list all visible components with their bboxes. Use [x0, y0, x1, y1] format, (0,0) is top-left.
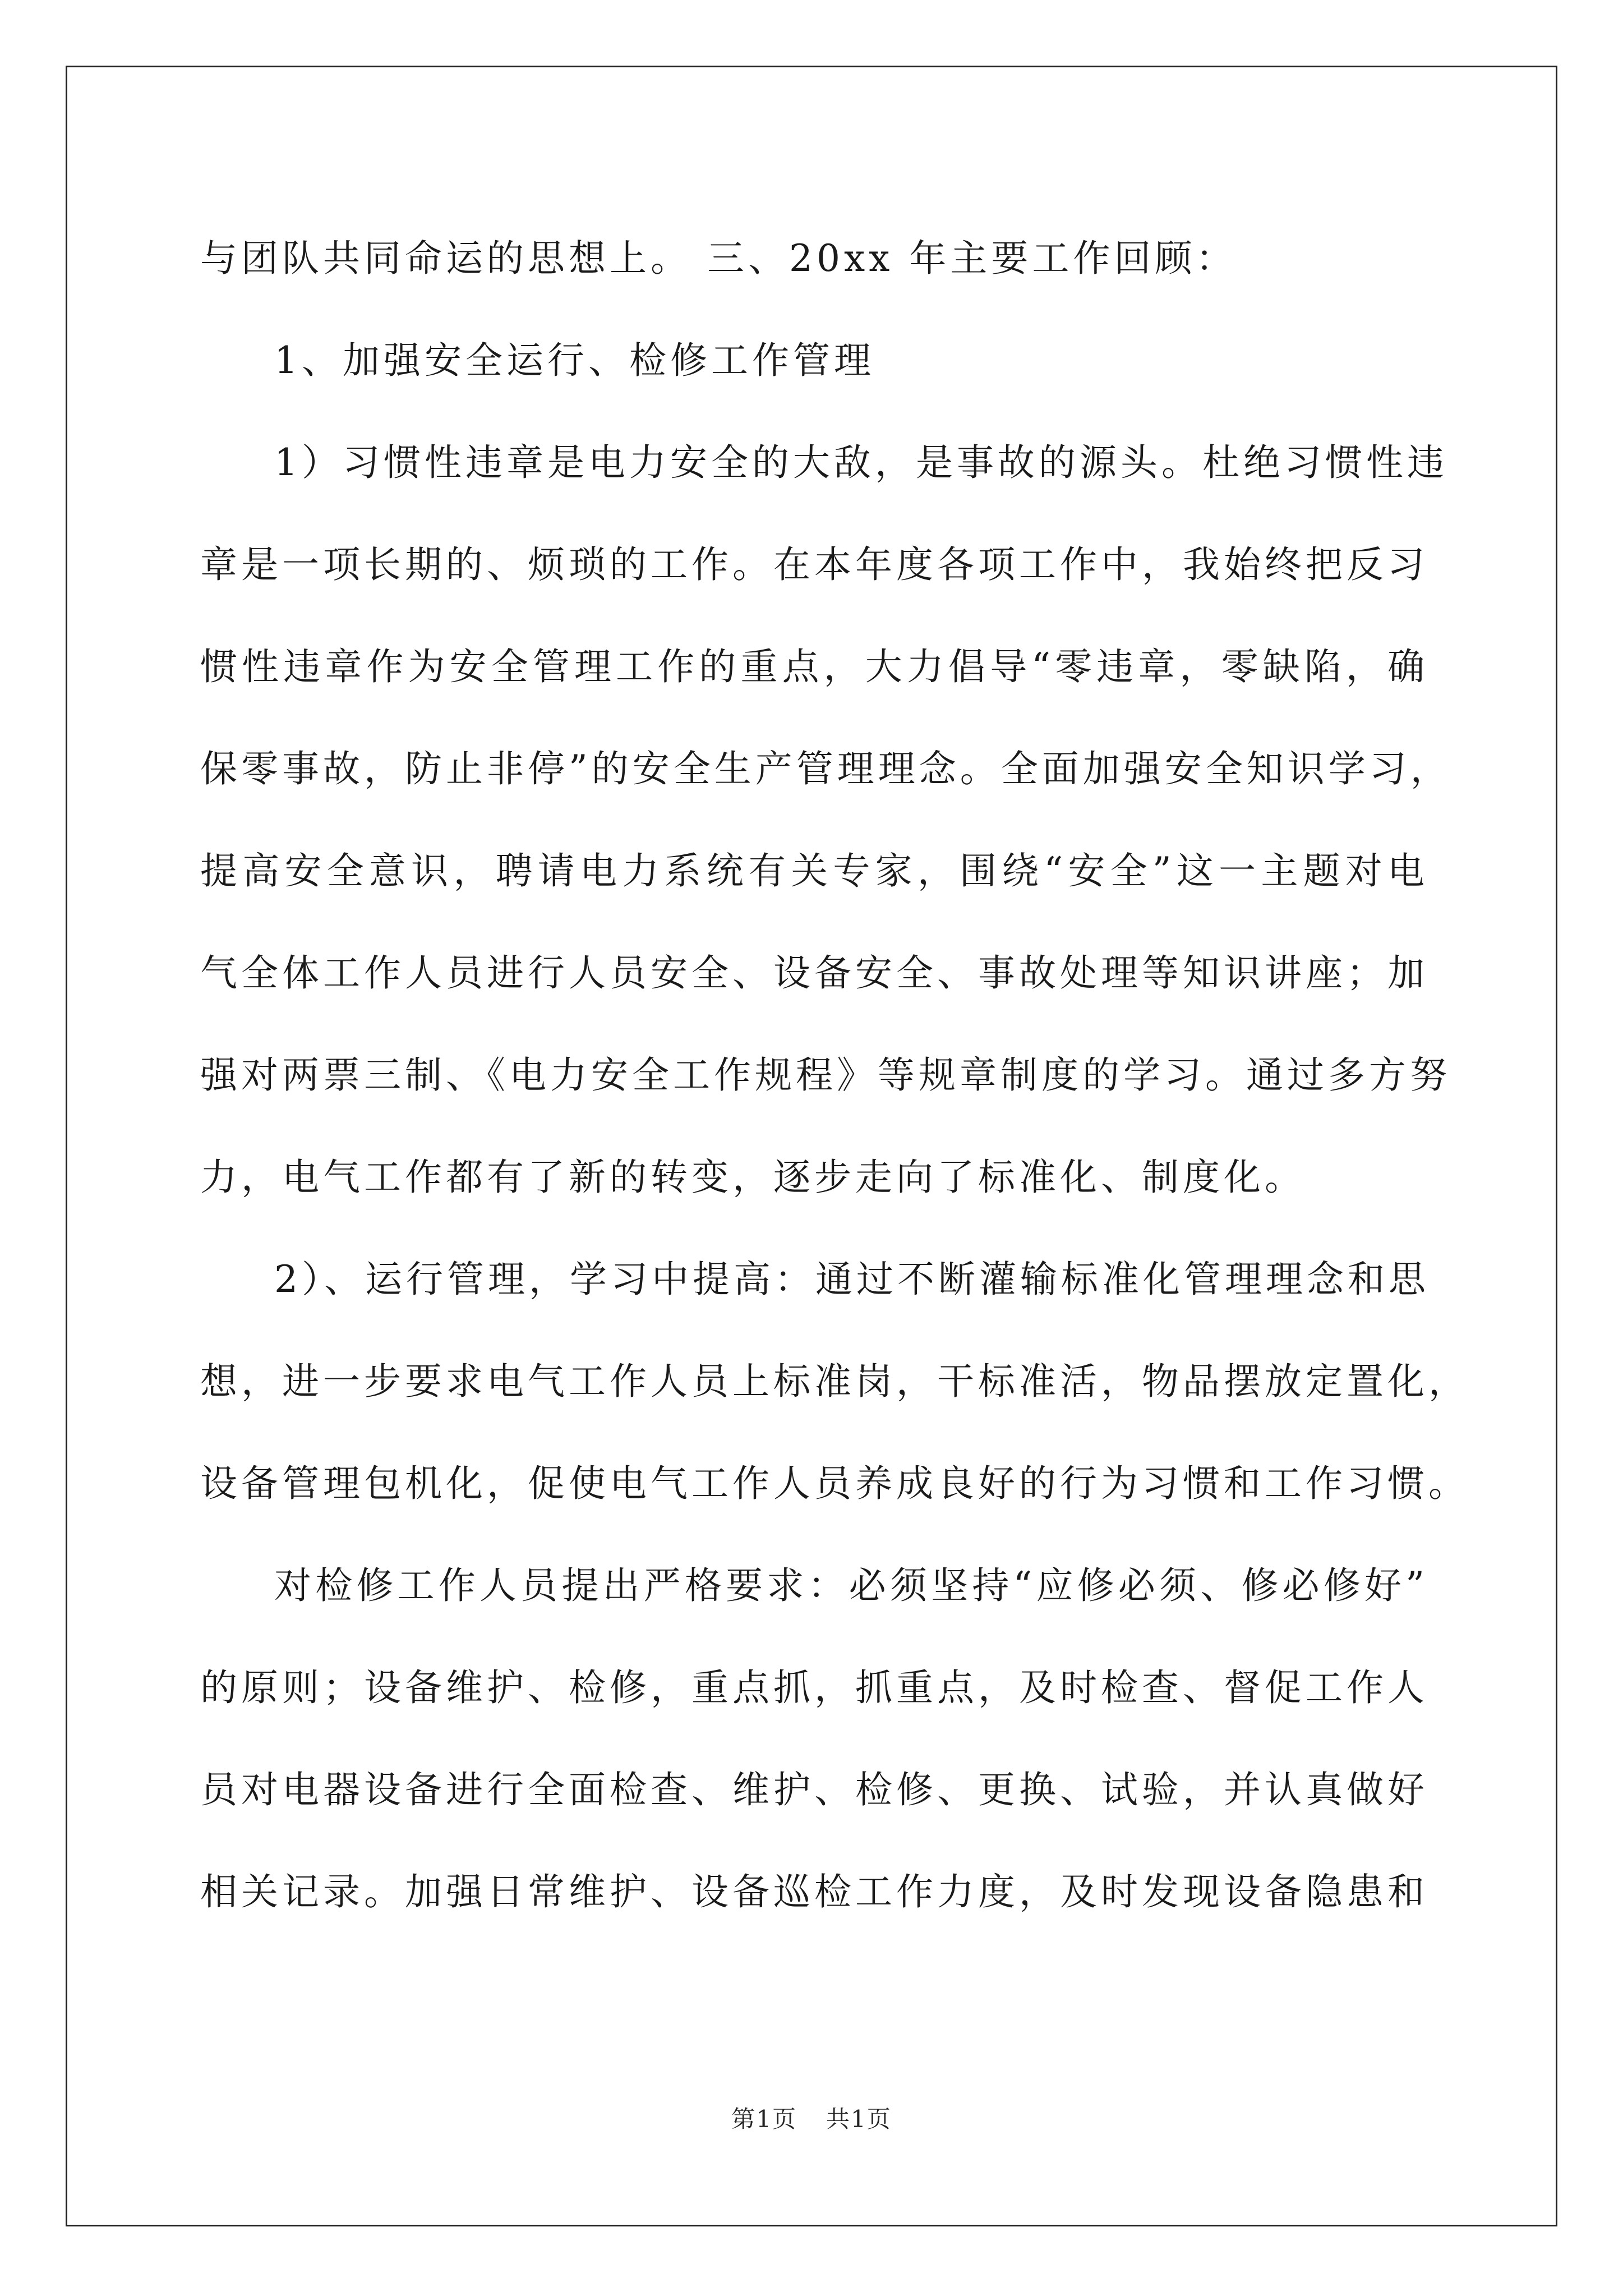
text-line: 对检修工作人员提出严格要求：必须坚持“应修必须、修必修好” [274, 1564, 1428, 1607]
text-line: 章是一项长期的、烦琐的工作。在本年度各项工作中，我始终把反习 [200, 543, 1428, 586]
text-line: 1）习惯性违章是电力安全的大敌，是事故的源头。杜绝习惯性违 [274, 441, 1448, 484]
text-line: 力，电气工作都有了新的转变，逐步走向了标准化、制度化。 [200, 1156, 1306, 1199]
text-line: 设备管理包机化，促使电气工作人员养成良好的行为习惯和工作习惯。 [200, 1462, 1469, 1505]
text-line: 惯性违章作为安全管理工作的重点，大力倡导“零违章，零缺陷，确 [200, 645, 1428, 688]
text-line: 的原则；设备维护、检修，重点抓，抓重点，及时检查、督促工作人 [200, 1666, 1428, 1709]
page-footer [0, 2101, 1623, 2134]
section-heading: 1、加强安全运行、检修工作管理 [274, 339, 875, 382]
text-line: 强对两票三制、《电力安全工作规程》等规章制度的学习。通过多方努 [200, 1053, 1451, 1097]
text-line: 员对电器设备进行全面检查、维护、检修、更换、试验，并认真做好 [200, 1768, 1428, 1811]
text-line: 想，进一步要求电气工作人员上标准岗，干标准活，物品摆放定置化， [200, 1360, 1469, 1403]
text-line: 与团队共同命运的思想上。 三、20xx 年主要工作回顾： [200, 237, 1237, 280]
text-line: 相关记录。加强日常维护、设备巡检工作力度，及时发现设备隐患和 [200, 1870, 1428, 1913]
text-line: 2）、运行管理，学习中提高：通过不断灌输标准化管理理念和思 [274, 1258, 1430, 1301]
page-total: 共1页 [826, 2105, 892, 2133]
text-line: 保零事故，防止非停”的安全生产管理理念。全面加强安全知识学习， [200, 747, 1451, 790]
text-line: 提高安全意识，聘请电力系统有关专家，围绕“安全”这一主题对电 [200, 849, 1428, 892]
document-body [200, 208, 1469, 1943]
text-line: 气全体工作人员进行人员安全、设备安全、事故处理等知识讲座；加 [200, 951, 1428, 995]
page-number: 第1页 [731, 2105, 797, 2133]
